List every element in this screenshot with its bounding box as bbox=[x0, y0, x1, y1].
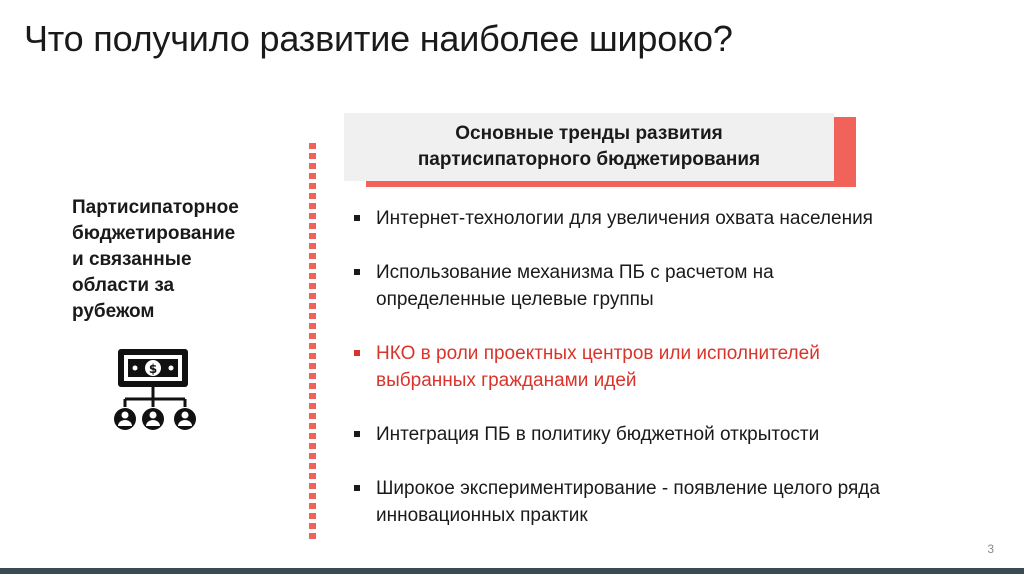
trends-header-line: партисипаторного бюджетирования bbox=[417, 149, 761, 170]
trend-item-line: инновационных практик bbox=[376, 505, 588, 526]
trends-header-line: Основные тренды развития bbox=[455, 123, 723, 144]
bullet-square-icon bbox=[354, 350, 360, 356]
bullet-square-icon bbox=[354, 485, 360, 491]
trend-item-experiments bbox=[352, 475, 1012, 529]
trend-item-line: Интеграция ПБ в политику бюджетной открытости bbox=[376, 424, 820, 445]
trend-item-line: выбранных гражданами идей bbox=[376, 370, 637, 391]
dotted-divider bbox=[309, 143, 316, 543]
trend-item-target-groups bbox=[352, 259, 1012, 313]
trend-item-line: Широкое экспериментирование - появление целого ряда bbox=[376, 478, 880, 499]
trend-item-line: Интернет-технологии для увеличения охвата населения bbox=[376, 208, 873, 229]
slide-title: Что получило развитие наиболее широко? bbox=[24, 18, 733, 59]
bullet-square-icon bbox=[354, 431, 360, 437]
trend-item-internet bbox=[352, 205, 1012, 232]
heading-line: бюджетирование bbox=[72, 223, 236, 244]
trend-item-line: НКО в роли проектных центров или исполнителей bbox=[376, 343, 820, 364]
heading-line: Партисипаторное bbox=[72, 197, 239, 218]
trends-list bbox=[352, 205, 1012, 529]
bullet-square-icon bbox=[354, 215, 360, 221]
heading-line: рубежом bbox=[72, 301, 155, 322]
bullet-square-icon bbox=[354, 269, 360, 275]
heading-line: области за bbox=[72, 275, 175, 296]
trend-item-line: определенные целевые группы bbox=[376, 289, 654, 310]
trend-item-nko bbox=[352, 340, 1012, 394]
money-people-icon bbox=[113, 347, 199, 437]
footer-bar bbox=[0, 568, 1024, 574]
left-panel-heading bbox=[72, 195, 292, 325]
heading-line: и связанные bbox=[72, 249, 192, 270]
trends-header bbox=[344, 113, 834, 181]
svg-text:$: $ bbox=[148, 362, 158, 376]
trend-item-line: Использование механизма ПБ с расчетом на bbox=[376, 262, 774, 283]
trend-item-openness bbox=[352, 421, 1012, 448]
page-number: 3 bbox=[987, 542, 994, 556]
